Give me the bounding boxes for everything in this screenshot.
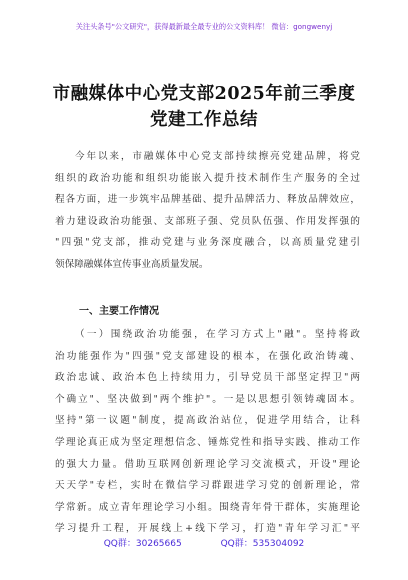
document-title-line-2: 党建工作总结 — [150, 110, 258, 130]
text-line: 程各方面，进一步筑牢品牌基础、提升品牌活力、释放品牌效应， — [55, 194, 360, 206]
section-heading: 一、主要工作情况 — [79, 306, 159, 317]
text-line: 的强大力量。借助互联网创新理论学习交流模式，开设"理论 — [55, 458, 360, 470]
qq-group-1: QQ群：30265665 — [103, 539, 182, 549]
text-line: 今年以来，市融媒体中心党支部持续擦亮党建品牌，将党 — [75, 151, 360, 162]
text-line: 组织的政治功能和组织功能嵌入提升技术制作生产服务的全过 — [55, 172, 360, 184]
text-line: 政治忠诚、政治本色上持续用力，引导党员干部坚定捍卫"两 — [55, 372, 360, 384]
text-line: 学理论真正成为坚定理想信念、锤炼党性和指导实践、推动工作 — [55, 436, 360, 448]
promo-banner: 关注头条号"公文研究"，获得最新最全最专业的公文资料库！ 微信：gongwenyj — [75, 22, 333, 31]
text-line: 学习提升工程，开展线上+线下学习，打造"青年学习汇"平 — [55, 523, 360, 535]
text-line: 个确立"、坚决做到"两个维护"。一是以思想引领铸魂固本。 — [55, 393, 360, 405]
text-line: （一）围绕政治功能强，在学习方式上"融"。坚持将政 — [75, 329, 360, 340]
text-line: 学常新。成立青年理论学习小组。围绕青年骨干群体，实施理论 — [55, 501, 360, 513]
footer-contacts — [0, 536, 408, 549]
document-title-line-1: 市融媒体中心党支部2025年前三季度 — [52, 84, 356, 104]
text-line: 着力建设政治功能强、支部班子强、党员队伍强、作用发挥强的 — [55, 215, 360, 227]
qq-group-2: QQ群：535304092 — [220, 539, 305, 549]
section-1-paragraph — [55, 324, 360, 540]
text-line: "四强"党支部，推动党建与业务深度融合，以高质量党建引 — [55, 237, 360, 249]
intro-paragraph — [55, 146, 360, 276]
text-line: 治功能强作为"四强"党支部建设的根本，在强化政治铸魂、 — [55, 350, 360, 362]
text-line: 天天学"专栏，实时在微信学习群跟进学习党的创新理论，常 — [55, 480, 360, 492]
text-line: 坚持"第一议题"制度，提高政治站位，促进学用结合，让科 — [55, 415, 360, 427]
text-line: 领保障融媒体宣传事业高质量发展。 — [55, 258, 209, 270]
